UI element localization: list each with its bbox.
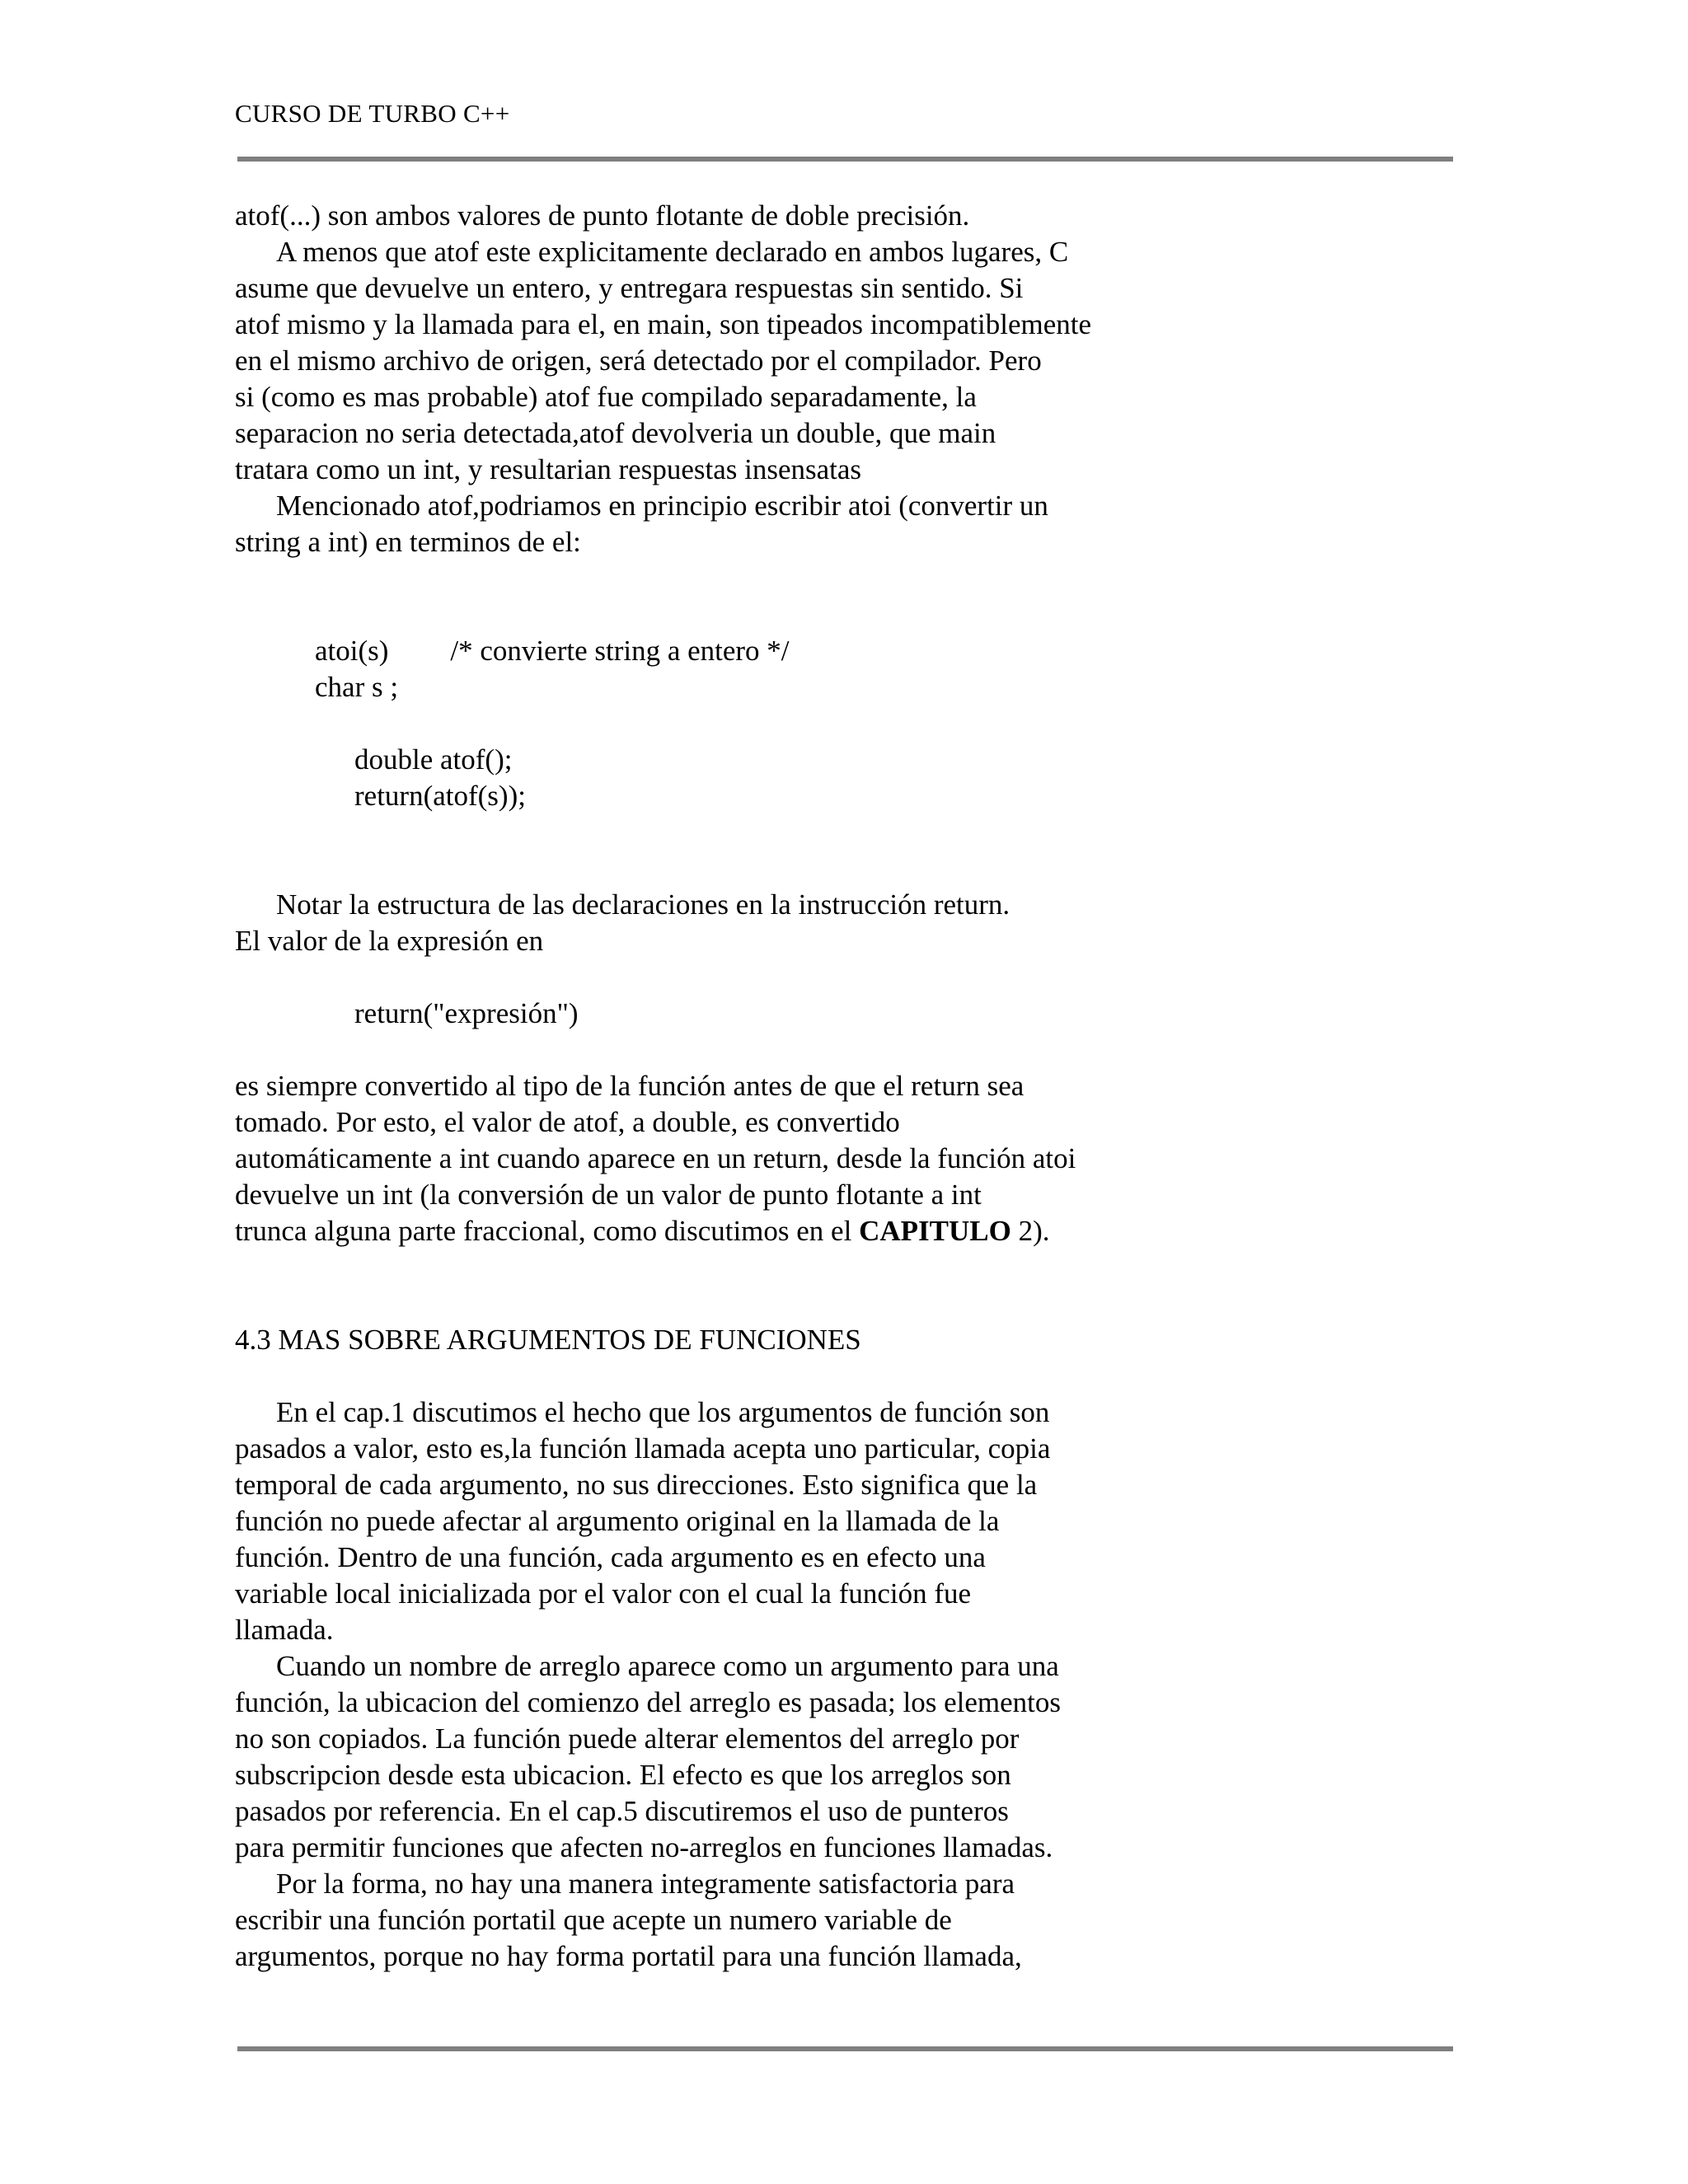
text-line: automáticamente a int cuando aparece en un return, desde la función atoi xyxy=(235,1142,1076,1174)
text-line: El valor de la expresión en xyxy=(235,925,544,957)
footer-rule xyxy=(237,2046,1453,2051)
text-line: pasados a valor, esto es,la función llamada acepta uno particular, copia xyxy=(235,1432,1051,1465)
text-line: Mencionado atof,podriamos en principio escribir atoi (convertir un xyxy=(276,490,1048,522)
text-line: string a int) en terminos de el: xyxy=(235,526,581,558)
text-line: es siempre convertido al tipo de la función antes de que el return sea xyxy=(235,1070,1025,1102)
header-rule xyxy=(237,157,1453,162)
code-line xyxy=(235,633,1306,669)
text-line: atof(...) son ambos valores de punto flotante de doble precisión. xyxy=(235,199,970,232)
code-comment: /* convierte string a entero */ xyxy=(450,635,790,667)
text-line: En el cap.1 discutimos el hecho que los argumentos de función son xyxy=(276,1396,1050,1428)
text-line: subscripcion desde esta ubicacion. El efecto es que los arreglos son xyxy=(235,1759,1011,1791)
text-line: temporal de cada argumento, no sus direcciones. Esto significa que la xyxy=(235,1469,1038,1501)
spacer xyxy=(235,1249,1306,1322)
text-line: escribir una función portatil que acepte un numero variable de xyxy=(235,1904,952,1936)
text-line: Notar la estructura de las declaraciones en la instrucción return. xyxy=(276,888,1010,921)
page-header: CURSO DE TURBO C++ xyxy=(235,99,510,128)
code-line: return(atof(s)); xyxy=(354,780,526,812)
spacer xyxy=(235,705,1306,742)
text-line: devuelve un int (la conversión de un valor de punto flotante a int xyxy=(235,1179,982,1211)
text-span: 2). xyxy=(1010,1215,1050,1247)
text-line: llamada. xyxy=(235,1614,334,1646)
text-line: tomado. Por esto, el valor de atof, a double, es convertido xyxy=(235,1106,900,1138)
text-line: A menos que atof este explicitamente declarado en ambos lugares, C xyxy=(276,236,1069,268)
spacer xyxy=(235,1032,1306,1068)
text-line: Por la forma, no hay una manera integramente satisfactoria para xyxy=(276,1868,1015,1900)
code-line: char s ; xyxy=(315,671,399,703)
text-line: separacion no seria detectada,atof devolveria un double, que main xyxy=(235,417,996,449)
text-line: asume que devuelve un entero, y entregara respuestas sin sentido. Si xyxy=(235,272,1024,304)
text-line: Cuando un nombre de arreglo aparece como un argumento para una xyxy=(276,1650,1059,1682)
text-line: función. Dentro de una función, cada argumento es en efecto una xyxy=(235,1541,986,1573)
spacer xyxy=(235,1358,1306,1394)
text-line: atof mismo y la llamada para el, en main, son tipeados incompatiblemente xyxy=(235,308,1091,340)
code-function: atoi(s) xyxy=(315,635,389,667)
text-line: tratara como un int, y resultarian respuestas insensatas xyxy=(235,453,862,485)
code-line: return("expresión") xyxy=(354,997,579,1029)
text-span: trunca alguna parte fraccional, como discutimos en el xyxy=(235,1215,860,1247)
text-line: no son copiados. La función puede alterar elementos del arreglo por xyxy=(235,1722,1020,1755)
text-line: función, la ubicacion del comienzo del arreglo es pasada; los elementos xyxy=(235,1686,1061,1718)
section-heading: 4.3 MAS SOBRE ARGUMENTOS DE FUNCIONES xyxy=(235,1324,861,1356)
text-line: para permitir funciones que afecten no-arreglos en funciones llamadas. xyxy=(235,1831,1053,1863)
text-line: argumentos, porque no hay forma portatil para una función llamada, xyxy=(235,1940,1022,1972)
text-line: si (como es mas probable) atof fue compilado separadamente, la xyxy=(235,381,977,413)
text-line xyxy=(235,1213,1306,1249)
spacer xyxy=(235,560,1306,633)
page-content xyxy=(235,198,1306,1975)
text-line: función no puede afectar al argumento original en la llamada de la xyxy=(235,1505,1000,1537)
text-line: variable local inicializada por el valor con el cual la función fue xyxy=(235,1577,972,1610)
text-line: pasados por referencia. En el cap.5 discutiremos el uso de punteros xyxy=(235,1795,1009,1827)
bold-reference: CAPITULO xyxy=(859,1215,1011,1247)
text-line: en el mismo archivo de origen, será detectado por el compilador. Pero xyxy=(235,344,1042,377)
code-line: double atof(); xyxy=(354,743,513,776)
spacer xyxy=(235,959,1306,996)
spacer xyxy=(235,814,1306,887)
